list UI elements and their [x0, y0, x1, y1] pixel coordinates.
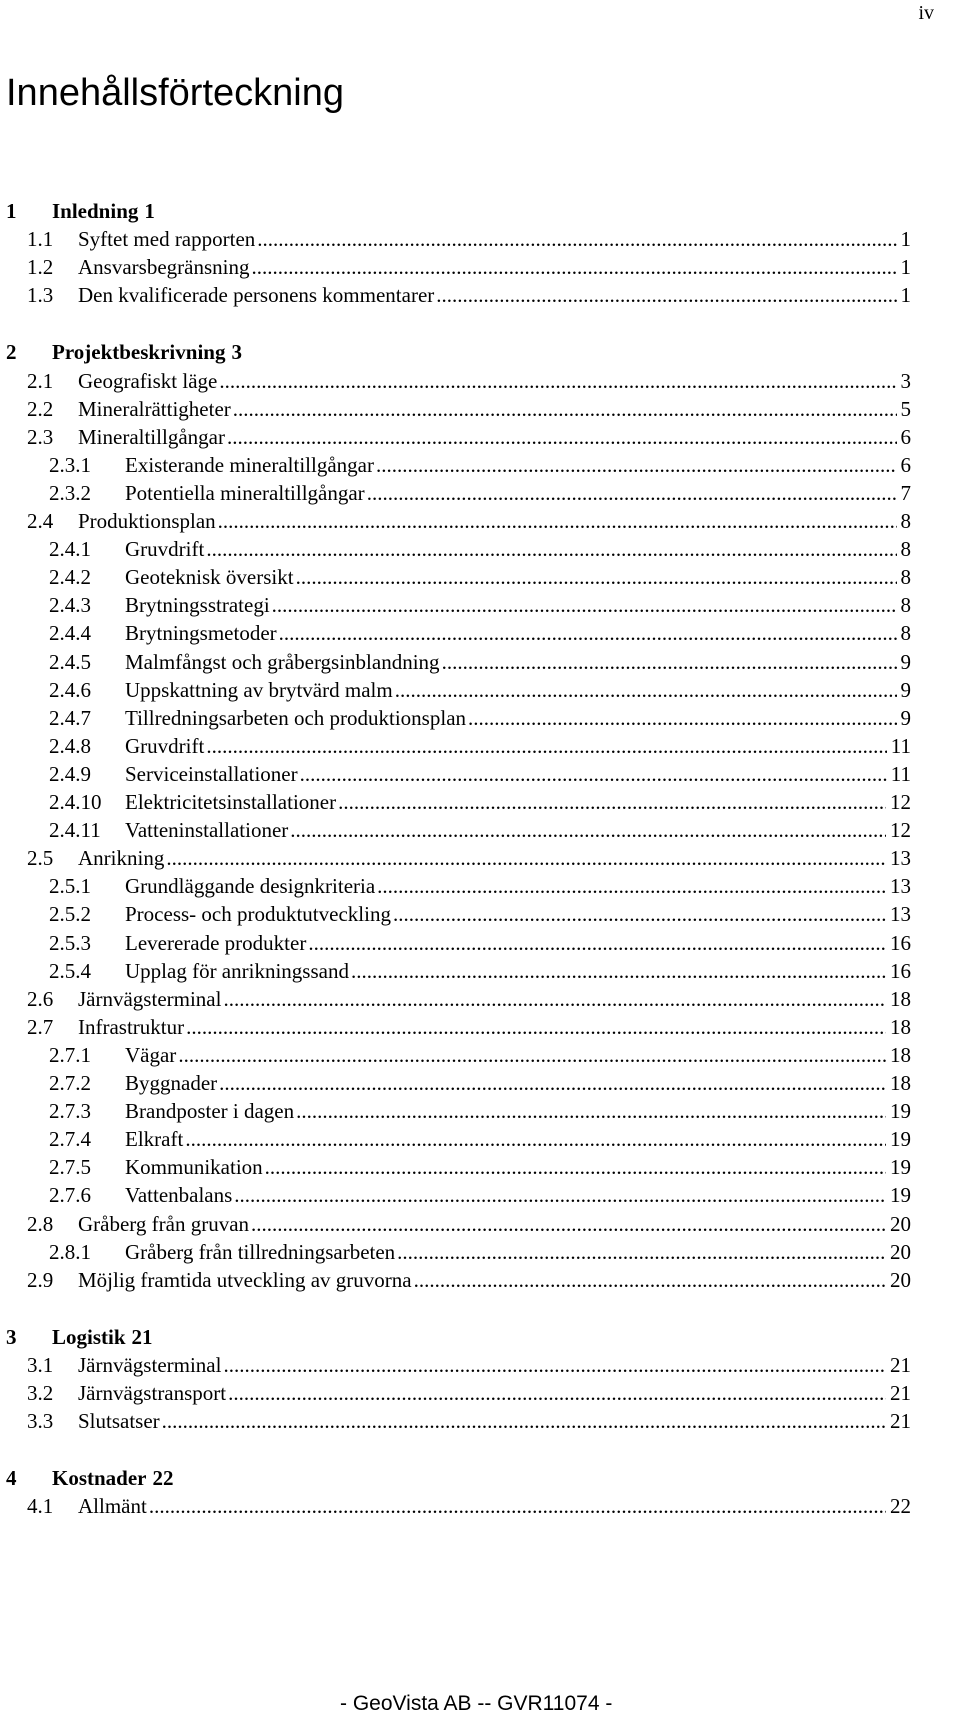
toc-entry-number: 2.5.4 [49, 959, 91, 983]
toc-entry-line [125, 1040, 911, 1070]
toc-entry-title: Den kvalificerade personens kommentarer [78, 283, 435, 307]
toc-entry-number: 2.7.2 [49, 1071, 91, 1095]
toc-entry-title: Vattenbalans [125, 1183, 233, 1207]
toc-entry-page: 11 [890, 762, 911, 786]
toc-entry-page: 9 [900, 706, 911, 730]
toc-entry-page: 12 [890, 790, 911, 814]
toc-entry-number: 2.5.1 [49, 874, 91, 898]
toc-entry-line [125, 562, 911, 592]
toc-entry-title: Upplag för anrikningssand [125, 959, 349, 983]
toc-entry-line [78, 1209, 911, 1239]
toc-entry-line [125, 815, 911, 845]
toc-entry[interactable] [0, 647, 960, 677]
toc-dot-leader [257, 224, 896, 254]
toc-dot-leader [279, 618, 897, 648]
toc-entry-page: 16 [890, 931, 911, 955]
toc-entry-page: 21 [890, 1409, 911, 1433]
toc-dot-leader [468, 703, 896, 733]
toc-dot-leader [251, 252, 896, 282]
toc-entry-line [125, 647, 911, 677]
toc-entry-line [125, 1124, 911, 1154]
toc-entry-page: 18 [890, 987, 911, 1011]
toc-entry-number: 2.4.4 [49, 621, 91, 645]
toc-entry-page: 3 [900, 369, 911, 393]
toc-entry-line [78, 1378, 911, 1408]
toc-entry-page: 21 [131, 1325, 153, 1349]
toc-entry[interactable] [0, 618, 960, 648]
toc-entry-line [125, 478, 911, 508]
toc-entry-page: 19 [890, 1183, 911, 1207]
toc-entry-title: Geoteknisk översikt [125, 565, 294, 589]
toc-entry[interactable] [0, 984, 960, 1014]
toc-entry-title: Elektricitetsinstallationer [125, 790, 337, 814]
toc-entry-line [125, 956, 911, 986]
toc-entry[interactable] [0, 787, 960, 817]
toc-entry-line [125, 871, 911, 901]
toc-entry[interactable] [0, 252, 960, 282]
toc-entry-page: 1 [900, 227, 911, 251]
toc-dot-leader [351, 956, 886, 986]
toc-entry-number: 2.7.3 [49, 1099, 91, 1123]
toc-entry-line [125, 731, 911, 761]
toc-dot-leader [185, 1124, 886, 1154]
toc-entry-page: 8 [900, 593, 911, 617]
toc-entry-number: 3 [6, 1325, 17, 1349]
toc-entry-line [125, 675, 911, 705]
toc-entry-title: Byggnader [125, 1071, 218, 1095]
toc-entry-page: 19 [890, 1127, 911, 1151]
toc-entry-number: 2.4.5 [49, 650, 91, 674]
toc-dot-leader [338, 787, 886, 817]
toc-entry-number: 3.1 [27, 1353, 54, 1377]
toc-dot-leader [228, 1378, 886, 1408]
page-footer: - GeoVista AB -- GVR11074 - [340, 1692, 613, 1715]
toc-entry-number: 2.3 [27, 425, 54, 449]
toc-entry[interactable] [0, 280, 960, 310]
toc-entry-number: 2.3.2 [49, 481, 91, 505]
toc-entry-number: 1.1 [27, 227, 54, 251]
toc-dot-leader [234, 1180, 886, 1210]
toc-dot-leader [376, 450, 897, 480]
toc-dot-leader [296, 562, 897, 592]
toc-entry-number: 3.3 [27, 1409, 54, 1433]
toc-entry[interactable] [0, 450, 960, 480]
toc-entry-number: 2.7.5 [49, 1155, 91, 1179]
toc-entry[interactable] [0, 562, 960, 592]
toc-dot-leader [367, 478, 897, 508]
toc-entry-page: 20 [890, 1240, 911, 1264]
toc-entry-page: 6 [900, 425, 911, 449]
page-number: iv [918, 2, 934, 24]
toc-entry-page: 18 [890, 1043, 911, 1067]
toc-entry-line [78, 506, 911, 536]
toc-entry[interactable] [0, 703, 960, 733]
toc-entry-page: 18 [890, 1071, 911, 1095]
toc-entry-number: 2.3.1 [49, 453, 91, 477]
toc-dot-leader [162, 1406, 886, 1436]
toc-entry-number: 1.2 [27, 255, 54, 279]
toc-entry-title: Allmänt [78, 1494, 147, 1518]
toc-dot-leader [300, 759, 887, 789]
toc-entry-number: 1 [6, 199, 17, 223]
toc-entry-title: Gruvdrift [125, 734, 205, 758]
toc-entry[interactable] [0, 731, 960, 761]
toc-dot-leader [206, 534, 896, 564]
toc-entry-line [78, 224, 911, 254]
toc-entry-page: 12 [890, 818, 911, 842]
toc-entry-title: Geografiskt läge [78, 369, 218, 393]
toc-entry-number: 2.8 [27, 1212, 54, 1236]
toc-dot-leader [393, 899, 886, 929]
toc-entry-line [125, 1237, 911, 1267]
toc-entry[interactable] [0, 1012, 960, 1042]
toc-entry-line [125, 899, 911, 929]
toc-entry-page: 9 [900, 678, 911, 702]
toc-entry-number: 2.4.2 [49, 565, 91, 589]
toc-entry-page: 8 [900, 565, 911, 589]
toc-entry-page: 3 [231, 340, 242, 364]
toc-title: Innehållsförteckning [6, 72, 344, 114]
toc-entry-title: Potentiella mineraltillgångar [125, 481, 365, 505]
toc-entry-title: Existerande mineraltillgångar [125, 453, 374, 477]
toc-entry-number: 2.4.3 [49, 593, 91, 617]
toc-entry-line [78, 1350, 911, 1380]
toc-entry[interactable] [0, 759, 960, 789]
toc-entry-line [78, 366, 911, 396]
toc-entry[interactable] [0, 590, 960, 620]
toc-entry-title: Järnvägsterminal [78, 987, 222, 1011]
toc-entry-title: Järnvägsterminal [78, 1353, 222, 1377]
toc-entry-number: 2.4.6 [49, 678, 91, 702]
toc-dot-leader [223, 1350, 886, 1380]
toc-entry-page: 22 [890, 1494, 911, 1518]
toc-entry[interactable] [0, 1068, 960, 1098]
toc-entry[interactable] [0, 1322, 960, 1352]
toc-entry-number: 2.4.8 [49, 734, 91, 758]
toc-entry-line [125, 1180, 911, 1210]
toc-entry[interactable] [0, 1152, 960, 1182]
toc-entry-title: Brytningsstrategi [125, 593, 270, 617]
toc-entry-title: Produktionsplan [78, 509, 216, 533]
toc-entry[interactable] [0, 224, 960, 254]
toc-entry-line [125, 759, 911, 789]
toc-entry-title: Grundläggande designkriteria [125, 874, 376, 898]
toc-entry-page: 22 [152, 1466, 174, 1490]
toc-entry-page: 20 [890, 1212, 911, 1236]
toc-entry-title: Infrastruktur [78, 1015, 185, 1039]
toc-entry-line [78, 1491, 911, 1521]
toc-entry-line [125, 450, 911, 480]
toc-dot-leader [436, 280, 896, 310]
toc-entry-page: 13 [890, 874, 911, 898]
toc-entry-page: 7 [900, 481, 911, 505]
toc-entry[interactable] [0, 506, 960, 536]
toc-entry-line [125, 703, 911, 733]
toc-entry-number: 2 [6, 340, 17, 364]
toc-entry-page: 21 [890, 1353, 911, 1377]
toc-entry[interactable] [0, 1491, 960, 1521]
toc-entry-number: 2.7 [27, 1015, 54, 1039]
toc-dot-leader [265, 1152, 886, 1182]
toc-entry[interactable] [0, 1040, 960, 1070]
toc-dot-leader [218, 506, 897, 536]
toc-dot-leader [219, 366, 896, 396]
toc-entry-title: Inledning [52, 199, 139, 223]
toc-entry-title: Mineralrättigheter [78, 397, 231, 421]
toc-entry[interactable] [0, 1209, 960, 1239]
toc-entry-page: 1 [144, 199, 155, 223]
toc-entry-number: 2.7.4 [49, 1127, 91, 1151]
toc-entry-line [125, 1096, 911, 1126]
toc-entry-line [78, 1406, 911, 1436]
toc-entry[interactable] [0, 899, 960, 929]
toc-entry-line [78, 1012, 911, 1042]
toc-entry-number: 2.8.1 [49, 1240, 91, 1264]
toc-entry[interactable] [0, 422, 960, 452]
toc-entry-title: Möjlig framtida utveckling av gruvorna [78, 1268, 412, 1292]
toc-entry-title: Levererade produkter [125, 931, 307, 955]
toc-entry[interactable] [0, 815, 960, 845]
toc-entry-title: Projektbeskrivning [52, 340, 226, 364]
toc-dot-leader [166, 843, 886, 873]
toc-entry-number: 2.9 [27, 1268, 54, 1292]
toc-entry-title: Uppskattning av brytvärd malm [125, 678, 393, 702]
toc-entry-number: 2.2 [27, 397, 54, 421]
toc-dot-leader [414, 1265, 886, 1295]
toc-entry-line [125, 534, 911, 564]
toc-entry[interactable] [0, 1350, 960, 1380]
toc-entry-line [78, 843, 911, 873]
toc-entry-page: 16 [890, 959, 911, 983]
toc-dot-leader [308, 928, 886, 958]
toc-entry-page: 1 [900, 283, 911, 307]
toc-entry[interactable] [0, 196, 960, 226]
toc-entry-title: Ansvarsbegränsning [78, 255, 250, 279]
toc-entry[interactable] [0, 1463, 960, 1493]
toc-entry-line [78, 1265, 911, 1295]
toc-entry-number: 2.4.9 [49, 762, 91, 786]
toc-dot-leader [178, 1040, 886, 1070]
toc-entry-page: 20 [890, 1268, 911, 1292]
toc-entry-page: 8 [900, 509, 911, 533]
toc-entry-number: 3.2 [27, 1381, 54, 1405]
toc-entry-page: 13 [890, 902, 911, 926]
toc-entry[interactable] [0, 337, 960, 367]
toc-entry-title: Mineraltillgångar [78, 425, 225, 449]
toc-entry[interactable] [0, 928, 960, 958]
toc-entry-number: 1.3 [27, 283, 54, 307]
toc-entry-number: 2.6 [27, 987, 54, 1011]
toc-entry-page: 9 [900, 650, 911, 674]
toc-entry-title: Process- och produktutveckling [125, 902, 391, 926]
toc-entry[interactable] [0, 843, 960, 873]
toc-entry-number: 2.4.10 [49, 790, 102, 814]
toc-entry-number: 4 [6, 1466, 17, 1490]
toc-dot-leader [206, 731, 886, 761]
toc-entry[interactable] [0, 394, 960, 424]
toc-entry-title: Vägar [125, 1043, 177, 1067]
toc-dot-leader [227, 422, 897, 452]
toc-entry-number: 2.1 [27, 369, 54, 393]
toc-entry-title: Elkraft [125, 1127, 184, 1151]
toc-dot-leader [395, 675, 897, 705]
toc-dot-leader [186, 1012, 886, 1042]
toc-entry-page: 18 [890, 1015, 911, 1039]
toc-entry[interactable] [0, 956, 960, 986]
toc-dot-leader [219, 1068, 886, 1098]
toc-entry-line [78, 984, 911, 1014]
toc-dot-leader [233, 394, 897, 424]
toc-entry-number: 2.5.3 [49, 931, 91, 955]
toc-dot-leader [442, 647, 897, 677]
toc-entry-number: 2.5 [27, 846, 54, 870]
toc-entry-title: Logistik [52, 1325, 126, 1349]
toc-entry-line [125, 1152, 911, 1182]
toc-entry-line [125, 618, 911, 648]
toc-entry-title: Brandposter i dagen [125, 1099, 295, 1123]
toc-entry-line [125, 1068, 911, 1098]
toc-entry-line [78, 280, 911, 310]
toc-entry-title: Serviceinstallationer [125, 762, 298, 786]
toc-entry-number: 4.1 [27, 1494, 54, 1518]
toc-entry-page: 21 [890, 1381, 911, 1405]
toc-entry-page: 11 [890, 734, 911, 758]
toc-entry[interactable] [0, 1124, 960, 1154]
toc-dot-leader [296, 1096, 886, 1126]
toc-entry-title: Gråberg från gruvan [78, 1212, 250, 1236]
toc-entry-page: 1 [900, 255, 911, 279]
toc-entry-page: 5 [900, 397, 911, 421]
toc-entry-number: 2.7.1 [49, 1043, 91, 1067]
toc-entry-page: 19 [890, 1099, 911, 1123]
toc-dot-leader [149, 1491, 886, 1521]
toc-entry-title: Anrikning [78, 846, 165, 870]
toc-entry-number: 2.4.11 [49, 818, 101, 842]
toc-entry-page: 13 [890, 846, 911, 870]
toc-entry[interactable] [0, 534, 960, 564]
toc-entry-number: 2.4.1 [49, 537, 91, 561]
toc-entry-line [78, 422, 911, 452]
toc-entry[interactable] [0, 1237, 960, 1267]
toc-entry-title: Kommunikation [125, 1155, 263, 1179]
toc-entry-number: 2.7.6 [49, 1183, 91, 1207]
toc-entry-page: 6 [900, 453, 911, 477]
toc-dot-leader [272, 590, 897, 620]
toc-entry[interactable] [0, 1180, 960, 1210]
toc-entry-title: Syftet med rapporten [78, 227, 256, 251]
toc-entry-title: Brytningsmetoder [125, 621, 277, 645]
toc-entry-title: Tillredningsarbeten och produktionsplan [125, 706, 467, 730]
toc-entry-title: Gråberg från tillredningsarbeten [125, 1240, 396, 1264]
toc-entry-number: 2.4 [27, 509, 54, 533]
toc-entry-page: 19 [890, 1155, 911, 1179]
toc-entry-title: Kostnader [52, 1466, 147, 1490]
toc-entry-line [78, 252, 911, 282]
toc-entry-page: 8 [900, 621, 911, 645]
toc-entry-number: 2.5.2 [49, 902, 91, 926]
toc-entry[interactable] [0, 675, 960, 705]
toc-dot-leader [251, 1209, 886, 1239]
toc-dot-leader [290, 815, 886, 845]
toc-entry-number: 2.4.7 [49, 706, 91, 730]
toc-dot-leader [223, 984, 886, 1014]
toc-dot-leader [397, 1237, 886, 1267]
toc-entry-title: Järnvägstransport [78, 1381, 227, 1405]
toc-entry-line [125, 590, 911, 620]
toc-entry-line [125, 787, 911, 817]
toc-entry-title: Malmfångst och gråbergsinblandning [125, 650, 440, 674]
toc-entry[interactable] [0, 478, 960, 508]
toc-entry-title: Slutsatser [78, 1409, 160, 1433]
toc-entry[interactable] [0, 1265, 960, 1295]
toc-entry-title: Gruvdrift [125, 537, 205, 561]
toc-entry[interactable] [0, 366, 960, 396]
toc-entry-title: Vatteninstallationer [125, 818, 289, 842]
toc-entry-line [78, 394, 911, 424]
toc-entry-line [125, 928, 911, 958]
toc-entry[interactable] [0, 1378, 960, 1408]
toc-entry[interactable] [0, 1406, 960, 1436]
toc-entry[interactable] [0, 1096, 960, 1126]
toc-entry-page: 8 [900, 537, 911, 561]
toc-entry[interactable] [0, 871, 960, 901]
toc-dot-leader [377, 871, 886, 901]
